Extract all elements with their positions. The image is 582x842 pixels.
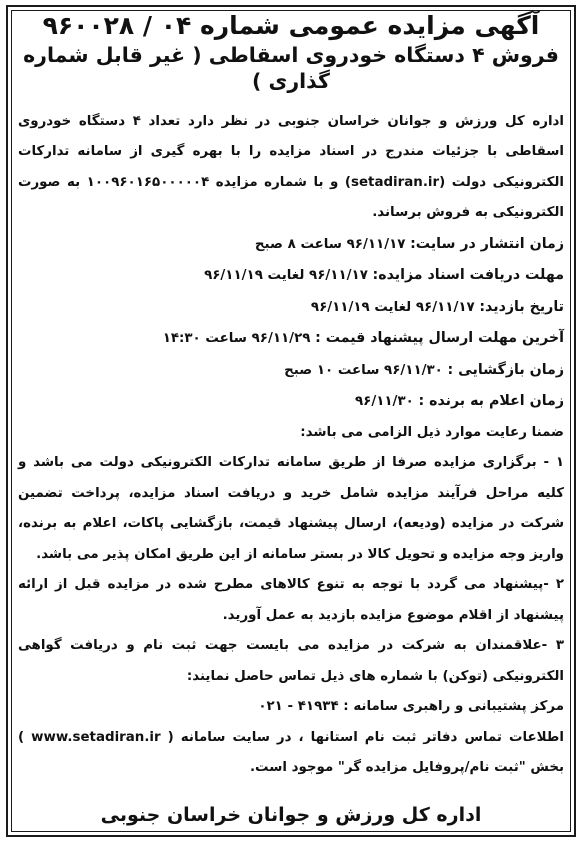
- schedule-value: ۹۶/۱۱/۱۷ ساعت ۸ صبح: [254, 236, 406, 252]
- organization-signature: اداره کل ورزش و جوانان خراسان جنوبی: [100, 804, 482, 826]
- note-item: ۱ - برگزاری مزایده صرفا از طریق سامانه تدارکات الکترونیکی دولت می باشد و کلیه مراحل فرآیند مزایده شامل خرید و دریافت اسناد مزایده، پرداخت تضمین شرکت در مزایده (ودیعه)، ارسال پیشنهاد قیمت، بازگشایی پاکات، اعلام به برنده، واریز وجه مزایده و تحویل کالا در بستر سامانه از این طریق امکان پذیر می باشد.: [18, 455, 564, 562]
- intro-paragraph: [18, 107, 564, 229]
- schedule-label: زمان انتشار در سایت:: [410, 235, 564, 252]
- intro-text-part1: اداره کل ورزش و جوانان خراسان جنوبی در نظر دارد تعداد ۴ دستگاه خودروی اسقاطی با جزئیات مندرج در اسناد مزایده را با بهره گیری از سامانه تدارکات الکترونیکی دولت (: [18, 113, 564, 190]
- auction-title: آگهی مزایده عمومی شماره ۰۴ / ۹۶۰۰۲۸: [42, 11, 540, 40]
- support-line: [18, 692, 564, 723]
- schedule-row: [18, 229, 564, 261]
- schedule-row: [18, 260, 564, 292]
- advertisement-content: [18, 10, 564, 830]
- schedule-value: ۹۶/۱۱/۱۷ لغایت ۹۶/۱۱/۱۹: [204, 268, 368, 283]
- schedule-list: [18, 229, 564, 418]
- schedule-label: آخرین مهلت ارسال پیشنهاد قیمت :: [315, 330, 564, 346]
- intro-text-part2: ) و با شماره مزایده ۱۰۰۹۶۰۱۶۵۰۰۰۰۰۴ به صورت الکترونیکی به فروش برساند.: [18, 174, 564, 220]
- contact-text-part2: ) بخش "ثبت نام/پروفایل مزایده گر" موجود است.: [18, 729, 564, 775]
- schedule-row: [18, 355, 564, 387]
- schedule-row: [18, 386, 564, 418]
- note-item: ۲ -پیشنهاد می گردد با توجه به تنوع کالاهای مطرح شده در مزایده قبل از ارائه پیشنهاد از اقلام موضوع مزایده بازدید به عمل آورید.: [18, 577, 564, 623]
- schedule-label: تاریخ بازدید:: [479, 298, 564, 315]
- setadiran-site-link[interactable]: setadiran.ir: [350, 174, 440, 190]
- note-item: ۳ -علاقمندان به شرکت در مزایده می بایست جهت ثبت نام و دریافت گواهی الکترونیکی (توکن) با شماره های ذیل تماس حاصل نمایند:: [18, 638, 564, 684]
- setadiran-www-link[interactable]: www.setadiran.ir: [31, 729, 161, 745]
- support-label: مرکز پشتیبانی و راهبری سامانه :: [343, 699, 564, 714]
- support-phone: ۴۱۹۳۴ - ۰۲۱: [258, 699, 339, 714]
- schedule-value: ۹۶/۱۱/۲۹ ساعت ۱۴:۳۰: [162, 331, 311, 346]
- schedule-value: ۹۶/۱۱/۱۷ لغایت ۹۶/۱۱/۱۹: [310, 299, 475, 315]
- notes-intro: ضمنا رعایت موارد ذیل الزامی می باشد:: [300, 424, 564, 440]
- schedule-label: زمان اعلام به برنده :: [418, 393, 564, 409]
- auction-subtitle: فروش ۴ دستگاه خودروی اسقاطی ( غیر قابل شماره گذاری ): [23, 43, 559, 93]
- schedule-label: زمان بازگشایی :: [447, 361, 564, 378]
- schedule-value: ۹۶/۱۱/۳۰ ساعت ۱۰ صبح: [284, 362, 443, 378]
- schedule-value: ۹۶/۱۱/۳۰: [354, 394, 414, 409]
- schedule-row: [18, 292, 564, 324]
- schedule-row: [18, 323, 564, 355]
- contact-paragraph: [18, 723, 564, 784]
- contact-text-part1: اطلاعات تماس دفاتر ثبت نام استانها ، در سایت سامانه (: [167, 729, 564, 745]
- schedule-label: مهلت دریافت اسناد مزایده:: [372, 267, 564, 283]
